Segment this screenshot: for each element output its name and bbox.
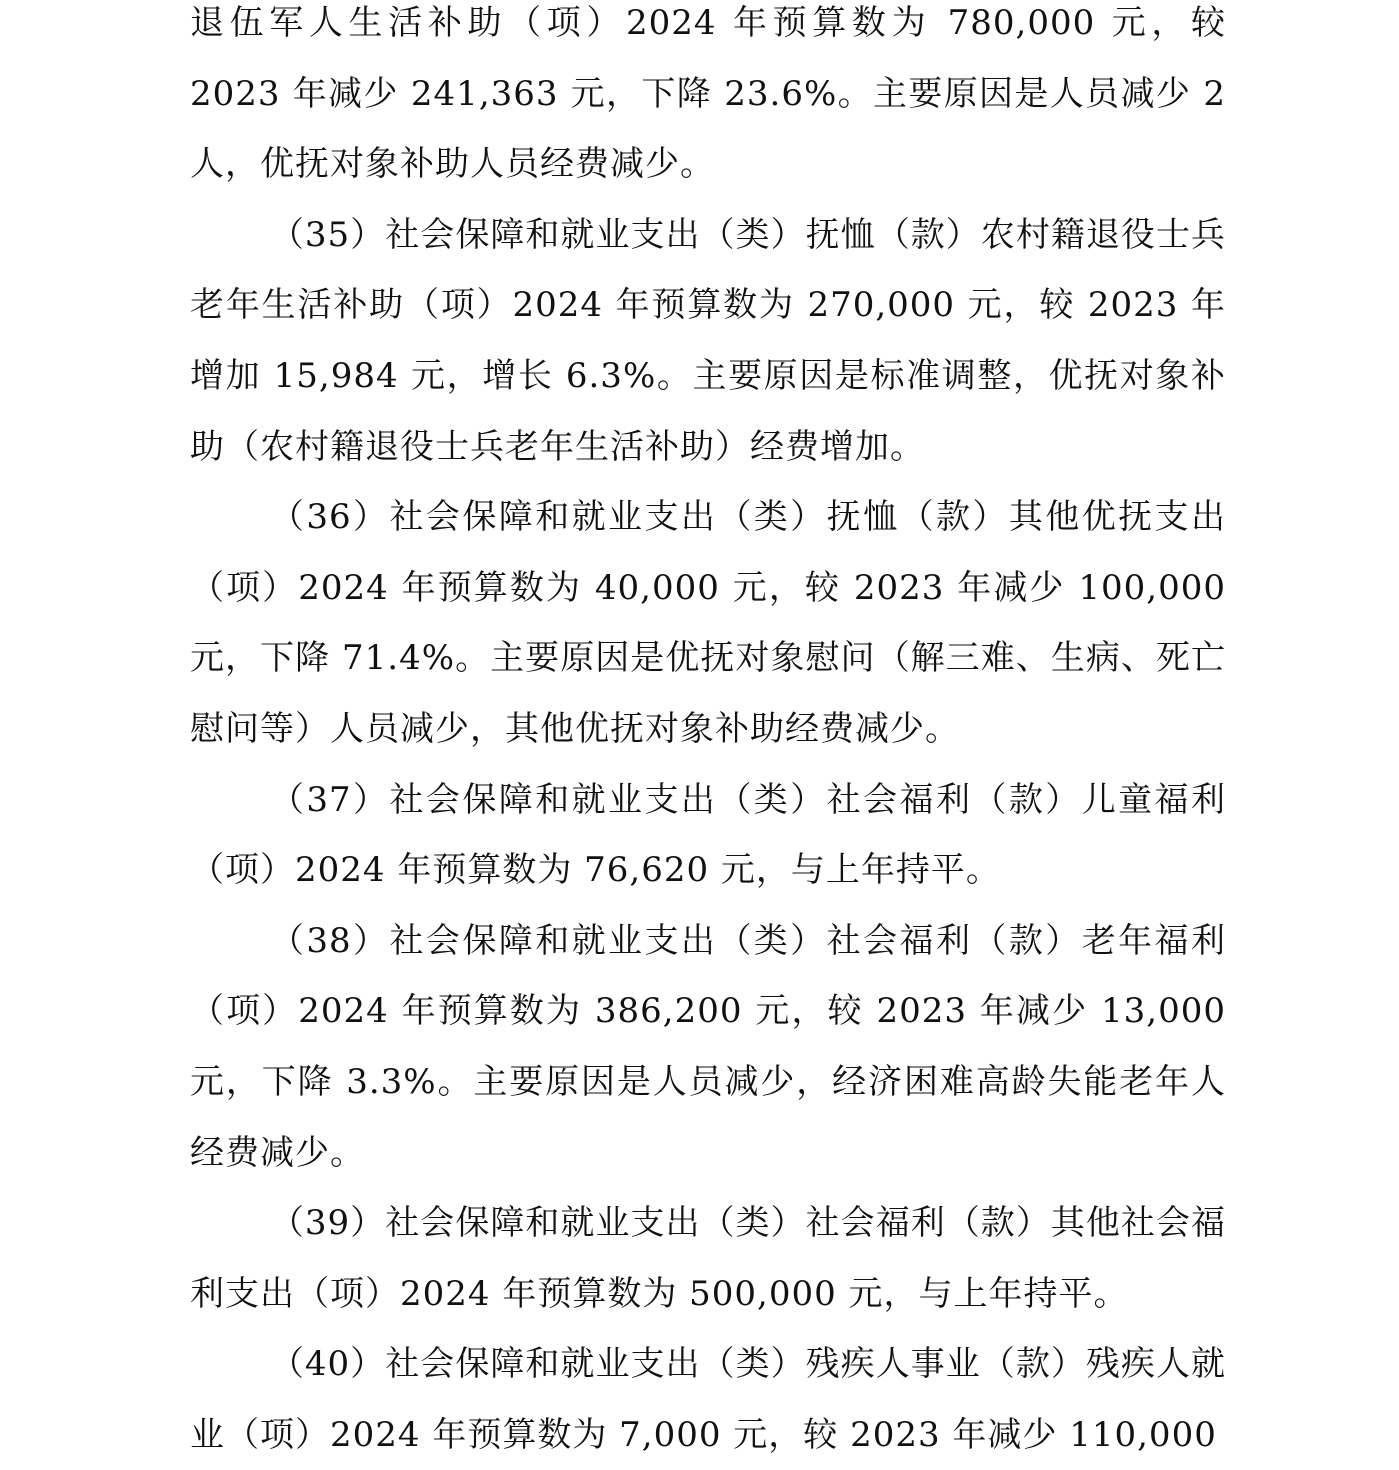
paragraph-35: （35）社会保障和就业支出（类）抚恤（款）农村籍退役士兵老年生活补助（项）2024 年预算数为 270,000 元，较 2023 年增加 15,984 元，增长 6.3%。主要原因是标准调整，优抚对象补助（农村籍退役士兵老年生活补助）经费增加。 <box>190 214 1226 467</box>
paragraph-37: （37）社会保障和就业支出（类）社会福利（款）儿童福利（项）2024 年预算数为 76,620 元，与上年持平。 <box>190 779 1226 891</box>
paragraph-38: （38）社会保障和就业支出（类）社会福利（款）老年福利（项）2024 年预算数为 386,200 元，较 2023 年减少 13,000 元，下降 3.3%。主要原因是人员减少，经济困难高龄失能老年人经费减少。 <box>190 920 1226 1173</box>
paragraph-39: （39）社会保障和就业支出（类）社会福利（款）其他社会福利支出（项）2024 年预算数为 500,000 元，与上年持平。 <box>190 1203 1226 1314</box>
document-page <box>190 0 1226 1470</box>
paragraph-40: （40）社会保障和就业支出（类）残疾人事业（款）残疾人就业（项）2024 年预算数为 7,000 元，较 2023 年减少 110,000 <box>190 1344 1226 1455</box>
paragraph-34-continued: 退伍军人生活补助（项）2024 年预算数为 780,000 元，较 2023 年减少 241,363 元，下降 23.6%。主要原因是人员减少 2 人，优抚对象补助人员经费减少。 <box>190 3 1226 185</box>
paragraph-36: （36）社会保障和就业支出（类）抚恤（款）其他优抚支出（项）2024 年预算数为 40,000 元，较 2023 年减少 100,000 元，下降 71.4%。主要原因是优抚对象慰问（解三难、生病、死亡慰问等）人员减少，其他优抚对象补助经费减少。 <box>190 497 1226 749</box>
